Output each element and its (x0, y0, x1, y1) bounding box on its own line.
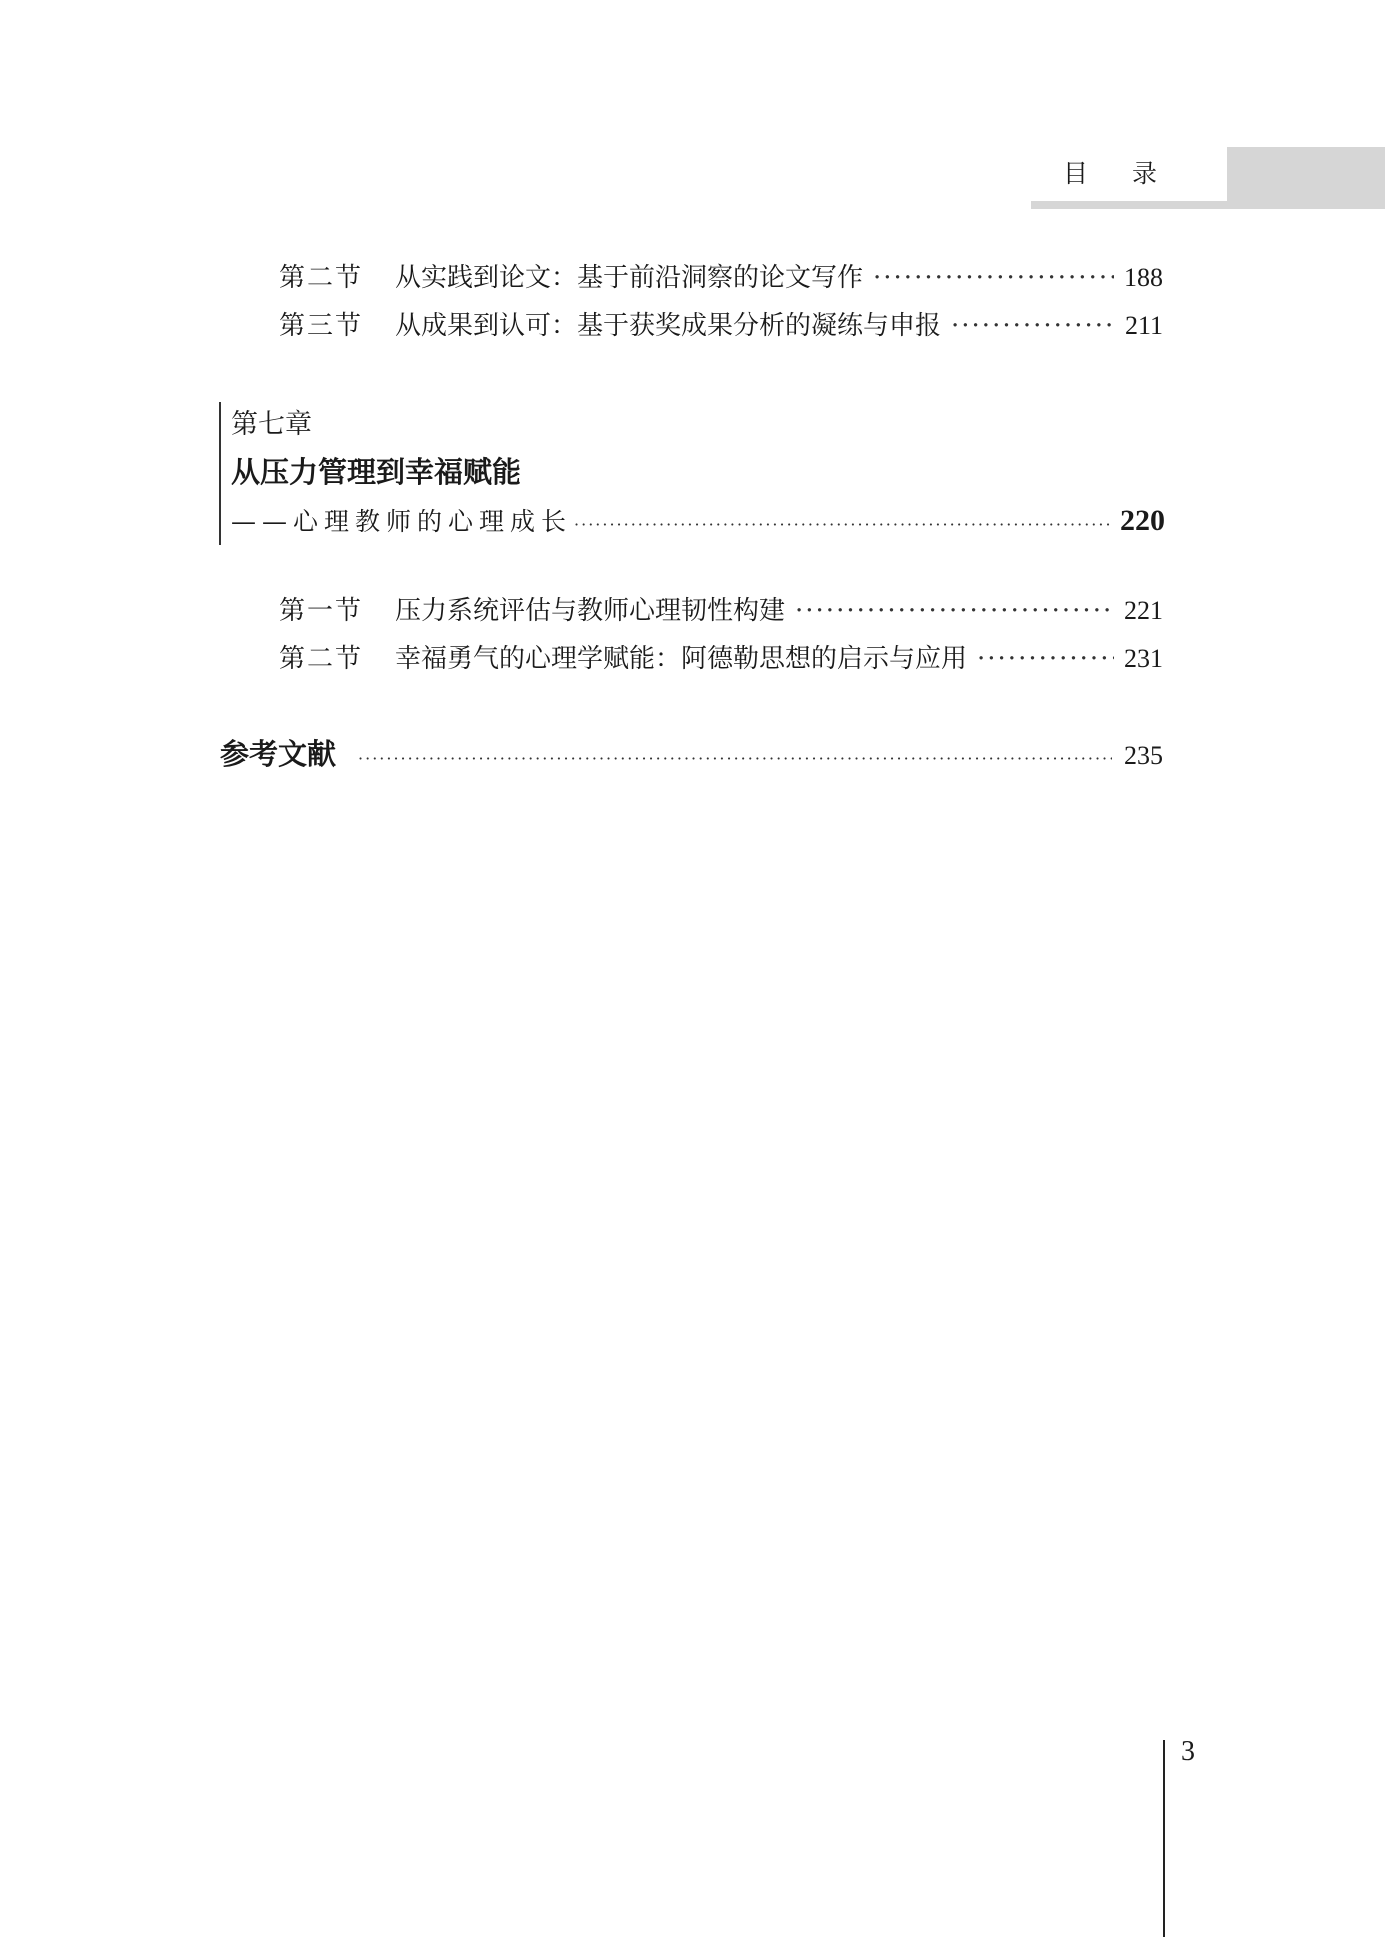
references-title: 参考文献 (220, 737, 337, 771)
chapter-label: 第七章 (231, 409, 312, 440)
dot-leader (795, 596, 1114, 626)
section-number: 第一节 (279, 596, 364, 626)
chapter-subtitle: ——心理教师的心理成长 (231, 507, 573, 536)
toc-entry-section[interactable] (279, 638, 1163, 675)
dot-leader (358, 749, 1112, 768)
running-header-title: 目录 (1063, 159, 1202, 188)
section-page-number: 188 (1124, 263, 1163, 292)
section-title: 压力系统评估与教师心理韧性构建 (395, 596, 786, 626)
dot-leader (977, 644, 1114, 674)
toc-entry-section[interactable] (279, 257, 1163, 294)
toc-entry-references[interactable] (220, 732, 1163, 773)
dot-leader (873, 263, 1114, 293)
header-gray-bar (1227, 147, 1385, 209)
section-number: 第三节 (279, 311, 364, 341)
toc-entry-section[interactable] (279, 305, 1163, 342)
dot-leader (951, 311, 1115, 341)
chapter-subtitle-row (231, 502, 1165, 538)
footer-page-number: 3 (1181, 1736, 1195, 1767)
section-title: 从成果到认可：基于获奖成果分析的凝练与申报 (395, 311, 942, 341)
section-page-number: 221 (1124, 596, 1163, 625)
section-number: 第二节 (279, 644, 364, 674)
section-number: 第二节 (279, 263, 364, 293)
chapter-page-number: 220 (1120, 504, 1165, 537)
dot-leader (574, 515, 1112, 534)
running-header-tab (1031, 147, 1227, 209)
references-page-number: 235 (1124, 741, 1163, 770)
section-page-number: 211 (1124, 311, 1163, 340)
section-page-number: 231 (1124, 644, 1163, 673)
toc-entry-section[interactable] (279, 590, 1163, 627)
toc-entry-chapter[interactable] (219, 402, 1165, 545)
section-title: 幸福勇气的心理学赋能：阿德勒思想的启示与应用 (395, 644, 968, 674)
footer-rule (1163, 1740, 1165, 1937)
section-title: 从实践到论文：基于前沿洞察的论文写作 (395, 263, 864, 293)
chapter-title: 从压力管理到幸福赋能 (231, 455, 522, 489)
